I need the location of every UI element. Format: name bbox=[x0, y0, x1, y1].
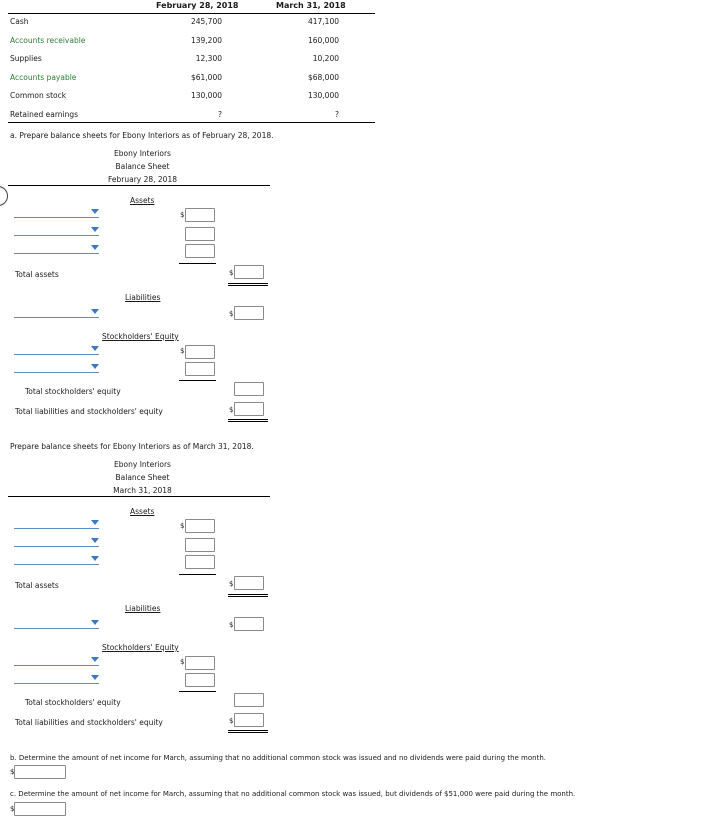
statement-date-feb: February 28, 2018 bbox=[107, 175, 178, 184]
liabilities-heading-mar: Liabilities bbox=[125, 604, 161, 613]
double-rule bbox=[228, 419, 268, 420]
asset-select-1-feb[interactable] bbox=[14, 207, 99, 218]
se-heading-mar: Stockholders' Equity bbox=[102, 643, 179, 652]
col-header-mar: March 31, 2018 bbox=[276, 1, 346, 10]
dollar-sign: $ bbox=[229, 310, 234, 318]
total-se-label-feb: Total stockholders' equity bbox=[25, 387, 121, 396]
chevron-down-icon bbox=[91, 657, 99, 662]
asset-select-2-mar[interactable] bbox=[14, 536, 99, 547]
double-rule bbox=[228, 285, 268, 286]
total-assets-input-mar[interactable] bbox=[234, 576, 264, 590]
total-se-input-mar[interactable] bbox=[234, 693, 264, 707]
table-bottom-rule bbox=[8, 122, 375, 123]
assets-heading-mar: Assets bbox=[130, 507, 155, 516]
row-value-feb: 130,000 bbox=[190, 91, 222, 100]
row-label: Accounts receivable bbox=[10, 35, 86, 45]
row-value-feb: $61,000 bbox=[190, 72, 222, 82]
se-select-1-feb[interactable] bbox=[14, 344, 99, 355]
dollar-sign: $ bbox=[229, 717, 234, 725]
dollar-sign: $ bbox=[180, 658, 185, 666]
dollar-sign: $ bbox=[229, 621, 234, 629]
se-amount-1-mar[interactable] bbox=[185, 656, 215, 670]
se-heading-feb: Stockholders' Equity bbox=[102, 332, 179, 341]
asset-select-3-mar[interactable] bbox=[14, 554, 99, 565]
row-value-feb: 139,200 bbox=[190, 35, 222, 45]
chevron-down-icon bbox=[91, 209, 99, 214]
row-value-mar: ? bbox=[335, 109, 339, 119]
total-lse-label-feb: Total liabilities and stockholders' equity bbox=[15, 407, 163, 416]
chevron-down-icon bbox=[91, 245, 99, 250]
row-value-feb: 12,300 bbox=[195, 54, 222, 63]
subtotal-rule bbox=[179, 380, 216, 381]
double-rule bbox=[228, 730, 268, 731]
subtotal-rule bbox=[179, 263, 216, 264]
company-name-feb: Ebony Interiors bbox=[114, 149, 171, 158]
row-value-feb: 245,700 bbox=[190, 17, 222, 26]
total-lse-label-mar: Total liabilities and stockholders' equity bbox=[15, 718, 163, 727]
double-rule bbox=[228, 283, 268, 284]
asset-amount-2-feb[interactable] bbox=[185, 227, 215, 241]
row-value-feb: ? bbox=[218, 109, 222, 119]
row-value-mar: 160,000 bbox=[307, 35, 339, 45]
row-value-mar: 10,200 bbox=[312, 54, 339, 63]
dollar-sign: $ bbox=[180, 211, 185, 219]
asset-amount-2-mar[interactable] bbox=[185, 538, 215, 552]
header-rule bbox=[8, 13, 375, 14]
statement-rule-mar bbox=[8, 496, 270, 497]
statement-name-mar: Balance Sheet bbox=[115, 473, 170, 482]
statement-rule-feb bbox=[8, 185, 270, 186]
dollar-sign: $ bbox=[229, 406, 234, 414]
statement-name-feb: Balance Sheet bbox=[115, 162, 170, 171]
dollar-sign: $ bbox=[229, 269, 234, 277]
dollar-sign: $ bbox=[10, 805, 15, 813]
asset-amount-1-feb[interactable] bbox=[185, 208, 215, 222]
col-header-feb: February 28, 2018 bbox=[156, 1, 239, 10]
chevron-down-icon bbox=[91, 346, 99, 351]
chevron-down-icon bbox=[91, 364, 99, 369]
dollar-sign: $ bbox=[10, 768, 15, 776]
row-value-mar: 417,100 bbox=[307, 17, 339, 26]
row-label: Retained earnings bbox=[10, 109, 79, 119]
se-select-2-feb[interactable] bbox=[14, 362, 99, 373]
statement-date-mar: March 31, 2018 bbox=[113, 486, 172, 495]
se-amount-2-feb[interactable] bbox=[185, 362, 215, 376]
chevron-down-icon bbox=[91, 520, 99, 525]
row-label: Cash bbox=[10, 17, 29, 26]
row-label: Accounts payable bbox=[10, 72, 77, 82]
dollar-sign: $ bbox=[229, 580, 234, 588]
total-assets-label-feb: Total assets bbox=[15, 270, 59, 279]
asset-select-2-feb[interactable] bbox=[14, 225, 99, 236]
circle-marker bbox=[0, 186, 8, 206]
row-label: Common stock bbox=[10, 91, 67, 100]
liabilities-heading-feb: Liabilities bbox=[125, 293, 161, 302]
total-lse-input-mar[interactable] bbox=[234, 713, 264, 727]
se-amount-1-feb[interactable] bbox=[185, 345, 215, 359]
se-select-1-mar[interactable] bbox=[14, 655, 99, 666]
double-rule bbox=[228, 596, 268, 597]
double-rule bbox=[228, 732, 268, 733]
net-income-c-input[interactable] bbox=[14, 802, 66, 816]
part-c-prompt: c. Determine the amount of net income for March, assuming that no additional common stock was issued, but dividends of $51,000 were paid during the month. bbox=[10, 790, 576, 798]
part-a2-prompt: Prepare balance sheets for Ebony Interiors as of March 31, 2018. bbox=[10, 442, 254, 451]
asset-select-3-feb[interactable] bbox=[14, 243, 99, 254]
liability-amount-feb[interactable] bbox=[234, 306, 264, 320]
asset-amount-1-mar[interactable] bbox=[185, 519, 215, 533]
double-rule bbox=[228, 421, 268, 422]
total-se-input-feb[interactable] bbox=[234, 382, 264, 396]
part-a-prompt: a. Prepare balance sheets for Ebony Interiors as of February 28, 2018. bbox=[10, 131, 274, 140]
se-amount-2-mar[interactable] bbox=[185, 673, 215, 687]
total-assets-input-feb[interactable] bbox=[234, 265, 264, 279]
chevron-down-icon bbox=[91, 556, 99, 561]
total-lse-input-feb[interactable] bbox=[234, 402, 264, 416]
subtotal-rule bbox=[179, 691, 216, 692]
chevron-down-icon bbox=[91, 620, 99, 625]
dollar-sign: $ bbox=[180, 522, 185, 530]
total-assets-label-mar: Total assets bbox=[15, 581, 59, 590]
row-value-mar: $68,000 bbox=[307, 72, 339, 82]
company-name-mar: Ebony Interiors bbox=[114, 460, 171, 469]
asset-amount-3-feb[interactable] bbox=[185, 244, 215, 258]
dollar-sign: $ bbox=[180, 347, 185, 355]
net-income-b-input[interactable] bbox=[14, 765, 66, 779]
row-value-mar: 130,000 bbox=[307, 91, 339, 100]
asset-amount-3-mar[interactable] bbox=[185, 555, 215, 569]
liability-select-mar[interactable] bbox=[14, 618, 99, 629]
liability-amount-mar[interactable] bbox=[234, 617, 264, 631]
liability-select-feb[interactable] bbox=[14, 307, 99, 318]
chevron-down-icon bbox=[91, 309, 99, 314]
assets-heading-feb: Assets bbox=[130, 196, 155, 205]
chevron-down-icon bbox=[91, 227, 99, 232]
chevron-down-icon bbox=[91, 675, 99, 680]
row-label: Supplies bbox=[10, 54, 42, 63]
total-se-label-mar: Total stockholders' equity bbox=[25, 698, 121, 707]
chevron-down-icon bbox=[91, 538, 99, 543]
double-rule bbox=[228, 594, 268, 595]
subtotal-rule bbox=[179, 574, 216, 575]
se-select-2-mar[interactable] bbox=[14, 673, 99, 684]
asset-select-1-mar[interactable] bbox=[14, 518, 99, 529]
part-b-prompt: b. Determine the amount of net income for March, assuming that no additional common stock was issued and no dividends were paid during the month. bbox=[10, 754, 546, 762]
